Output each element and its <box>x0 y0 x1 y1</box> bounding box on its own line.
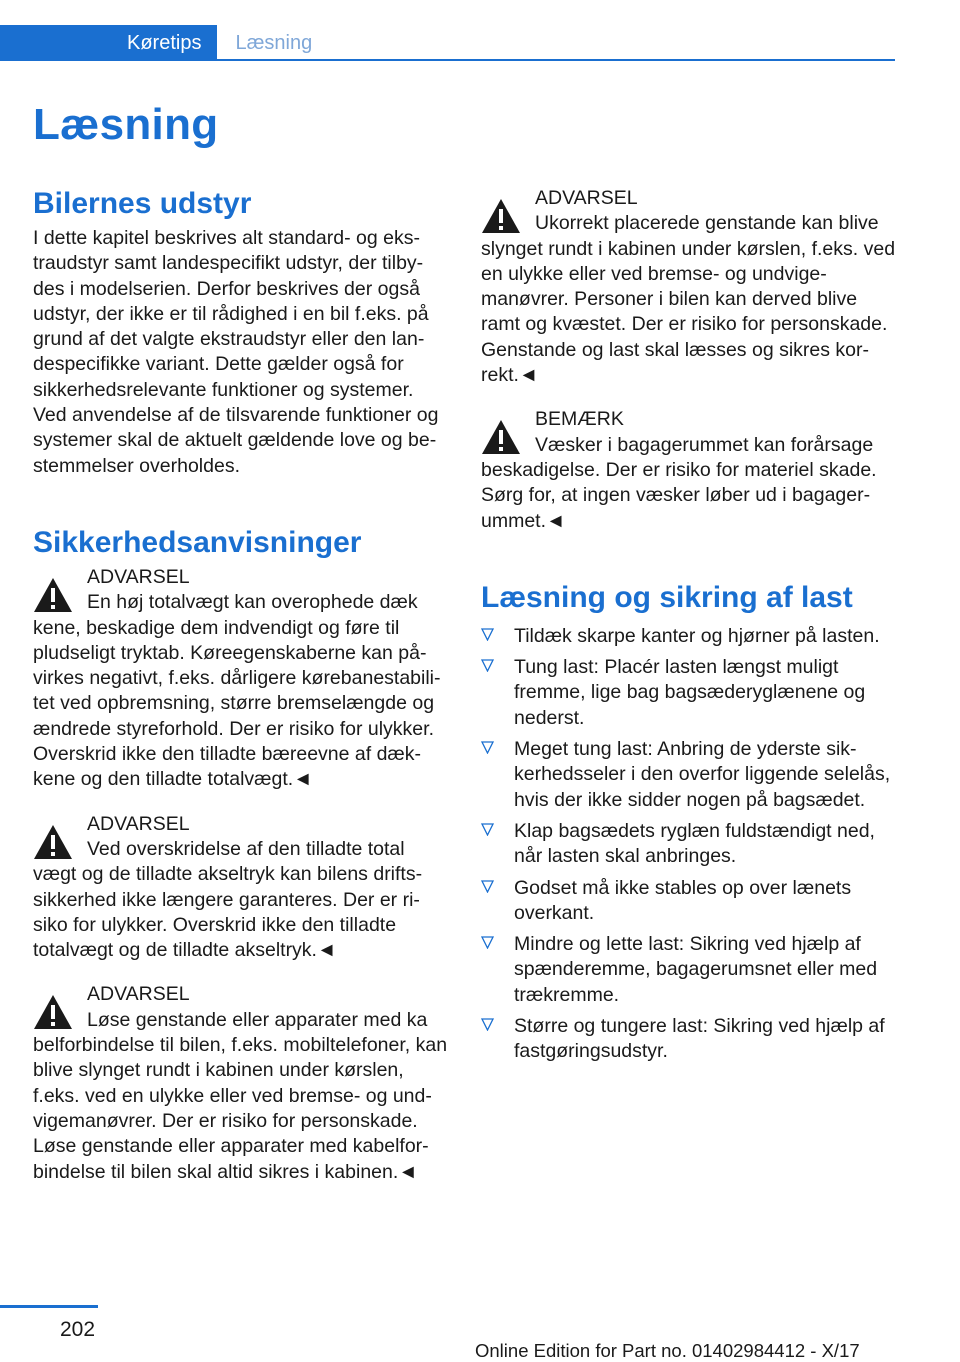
warning-title: ADVARSEL <box>87 983 190 1006</box>
triangle-bullet-icon <box>481 823 494 836</box>
tab-koeretips[interactable]: Køretips <box>0 25 217 61</box>
triangle-bullet-icon <box>481 880 494 893</box>
warning-note <box>33 812 448 964</box>
triangle-bullet-icon <box>481 659 494 672</box>
triangle-bullet-icon <box>481 741 494 754</box>
warning-title: ADVARSEL <box>87 812 190 835</box>
list-item <box>481 1014 901 1065</box>
list-item-text: Meget tung last: Anbring de yderste sikkerhedsseler i den overfor liggende selelås, hvis der ikke sidder nogen på bagsædet. <box>514 738 891 811</box>
warning-text-first: En høj totalvægt kan overophede dæk <box>87 591 418 614</box>
warning-triangle-icon <box>481 198 521 234</box>
list-item <box>481 819 901 870</box>
notice-text-first: Væsker i bagagerummet kan forårsage <box>535 433 874 456</box>
list-item-text: Godset må ikke stables op over lænets overkant. <box>514 876 852 924</box>
page-number: 202 <box>60 1318 96 1341</box>
warning-text-first: Ved overskridelse af den tilladte total <box>87 837 405 860</box>
warning-triangle-icon <box>33 824 73 860</box>
notice-text: beskadigelse. Der er risiko for materiel skade. Sørg for, at ingen væsker løber ud i bagagerummet.◄ <box>481 458 877 532</box>
warning-note <box>33 982 448 1184</box>
section-title-loading: Læsning og sikring af last <box>481 580 853 614</box>
header-tabs <box>0 25 312 61</box>
left-column <box>33 186 448 1185</box>
list-item-text: Tildæk skarpe kanter og hjørner på lasten. <box>514 624 880 647</box>
list-item <box>481 876 901 927</box>
header-rule <box>0 59 895 61</box>
online-edition-label: Online Edition for Part no. 01402984412 - X/17 <box>475 1340 860 1361</box>
list-item-text: Mindre og lette last: Sikring ved hjælp af spænderemme, bagagerumsnet eller med trækremme. <box>514 933 878 1006</box>
warning-triangle-icon <box>481 419 521 455</box>
footer-rule <box>0 1305 98 1308</box>
triangle-bullet-icon <box>481 628 494 641</box>
equipment-paragraph: I dette kapitel beskrives alt standard- og ekstraudstyr samt landespecifikt udstyr, der tilbydes i modelserien. Derfor beskrives der også udstyr, der ikke er til rådighed i en bil f.eks. på grund af det valgte ekstraudstyr eller den landespecifikke variant. Dette gælder også for sikkerhedsrelevante funktioner og systemer. Ved anvendelse af de tilsvarende funktioner og systemer skal de aktuelt gældende love og bestemmelser overholdes. <box>33 227 439 477</box>
warning-text: slynget rundt i kabinen under kørslen, f.eks. ved en ulykke eller ved bremse- og undvigemanøvrer. Personer i bilen kan derved blive ramt og kvæstet. Der er risiko for personskade. Genstande og last skal læsses og sikres korrekt.◄ <box>481 237 896 387</box>
section-title-safety: Sikkerhedsanvisninger <box>33 525 362 559</box>
warning-triangle-icon <box>33 577 73 613</box>
warning-title: ADVARSEL <box>87 565 190 588</box>
loading-list <box>481 624 901 1065</box>
warning-text: belforbindelse til bilen, f.eks. mobiltelefoner, kan blive slynget rundt i kabinen under kørslen, f.eks. ved en ulykke eller ved bremse- og undvigemanøvrer. Der er risiko for personskade. Løse genstande eller apparater med kabelforbindelse til bilen skal altid sikres i kabinen.◄ <box>33 1034 448 1183</box>
section-title-equipment: Bilernes udstyr <box>33 187 252 220</box>
list-item-text: Klap bagsædets ryglæn fuldstændigt ned, når lasten skal anbringes. <box>514 819 875 868</box>
warning-title: ADVARSEL <box>535 187 638 209</box>
warning-note <box>481 186 901 388</box>
list-item <box>481 737 901 813</box>
triangle-bullet-icon <box>481 1018 494 1031</box>
right-column <box>481 186 901 1065</box>
list-item <box>481 624 901 649</box>
list-item <box>481 655 901 731</box>
notice-title: BEMÆRK <box>535 408 624 431</box>
list-item-text: Tung last: Placér lasten længst muligt fremme, lige bag bagsæderyglænene og nederst. <box>514 656 866 729</box>
triangle-bullet-icon <box>481 936 494 949</box>
notice-note <box>481 407 901 533</box>
warning-text: kene, beskadige dem indvendigt og føre til pludseligt tryktab. Køreegenskaberne kan påvirkes negativt, f.eks. dårligere kørebanestabilitet ved opbremsning, større bremselængde og ændrede styreforhold. Der er risiko for ulykker. Overskrid ikke den tilladte bæreevne af dækkene og den tilladte totalvægt.◄ <box>33 616 441 791</box>
list-item <box>481 932 901 1008</box>
warning-triangle-icon <box>33 994 73 1030</box>
warning-note <box>33 565 448 793</box>
warning-text: vægt og de tilladte akseltryk kan bilens driftssikkerhed ikke længere garanteres. Der er risiko for ulykker. Overskrid ikke den tilladte totalvægt og de tilladte akseltryk.◄ <box>33 863 423 962</box>
tab-laesning[interactable]: Læsning <box>235 32 313 54</box>
list-item-text: Større og tungere last: Sikring ved hjælp af fastgøringsudstyr. <box>514 1015 885 1063</box>
page-title: Læsning <box>33 100 219 149</box>
warning-text-first: Løse genstande eller apparater med ka <box>87 1008 428 1031</box>
warning-text-first: Ukorrekt placerede genstande kan blive <box>535 212 879 235</box>
